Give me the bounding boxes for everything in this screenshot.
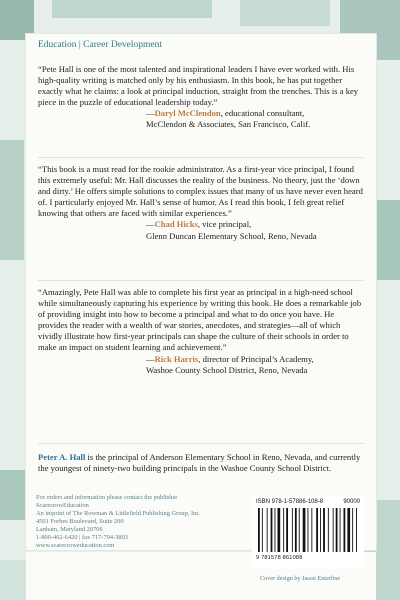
testimonial-org: McClendon & Associates, San Francisco, Calif.	[146, 119, 311, 130]
author-bio-body: is the principal of Anderson Elementary School in Reno, Nevada, and currently the youngest of ninety-two building principals in the Washoe County School District.	[38, 452, 361, 474]
testimonial-org: Glenn Duncan Elementary School, Reno, Nevada	[146, 230, 317, 241]
testimonial-org: Washoe County School District, Reno, Nevada	[146, 364, 308, 375]
publisher-info	[36, 494, 256, 550]
testimonial-role: , educational consultant,	[220, 108, 305, 119]
attribution-dash: —	[146, 219, 155, 230]
testimonial-3	[38, 287, 364, 376]
author-bio	[38, 452, 364, 474]
author-name: Peter A. Hall	[38, 452, 86, 462]
decorative-tile	[240, 0, 330, 26]
publisher-line: For orders and information please contact the publisher	[36, 494, 178, 501]
category-header: Education | Career Development	[38, 40, 163, 50]
decorative-tile	[52, 0, 212, 18]
decorative-tile	[0, 140, 24, 260]
isbn-label: ISBN 978-1-57886-108-8	[256, 499, 324, 505]
publisher-line: ScarecrowEducation	[36, 502, 89, 509]
publisher-line: An imprint of The Rowman & Littlefield Publishing Group, Inc.	[36, 510, 201, 517]
testimonial-role: , vice principal,	[197, 219, 252, 230]
back-cover-panel	[26, 34, 376, 550]
testimonial-role: , director of Principal’s Academy,	[198, 353, 314, 364]
price-code: 90000	[343, 499, 360, 505]
testimonial-attribution	[38, 219, 364, 230]
testimonial-text: “Pete Hall is one of the most talented and inspirational leaders I have ever worked with. His high-quality writing is matched only by his enthusiasm. In this book, he has put together exactly what he claims: a look at principal induction, straight from the trenches. This is a key piece in the puzzle of educational leadership today.”	[38, 64, 359, 108]
barcode-image	[256, 508, 360, 552]
testimonial-attribution	[38, 354, 364, 365]
testimonial-author: Rick Harris	[154, 353, 199, 364]
testimonial-2	[38, 164, 364, 242]
publisher-line: 4501 Forbes Boulevard, Suite 200	[36, 518, 124, 525]
divider	[38, 443, 364, 444]
testimonial-text: “This book is a must read for the rookie administrator. As a first-year vice principal, I found this extremely useful: Mr. Hall discusses the reality of the business. No theory, just the ‘down and dirty.’ He offers simple solutions to complex issues that many of us have never even heard of. I particularly enjoyed Mr. Hall’s sense of humor. As I read this book, I felt great relief knowing that others are faced with similar experiences.”	[38, 164, 363, 219]
testimonial-text: “Amazingly, Pete Hall was able to complete his first year as principal in a high-need school while simultaneously capturing his experience by writing this book. He does a remarkable job of providing insight into how to become a principal and what to do once you have. He provides the reader with a wealth of war stories, anecdotes, and strategies—all of which vividly illustrate how first-year principals can shape the culture of their schools in order to make an impact on student learning and achievement.”	[38, 287, 362, 353]
barcode-block	[252, 497, 364, 569]
testimonial-author: Chad Hicks	[154, 219, 198, 230]
publisher-line: Lanham, Maryland 20706	[36, 526, 103, 533]
author-bio-text	[38, 452, 364, 474]
divider	[38, 157, 364, 158]
publisher-website: www.scarecroweducation.com	[36, 542, 115, 549]
cover-design-credit: Cover design by Jason Enterline	[260, 575, 341, 582]
publisher-line: 1-800-462-6420 | fax 717-794-3803	[36, 534, 128, 541]
testimonial-attribution	[38, 108, 364, 119]
testimonial-author: Daryl McClendon	[154, 108, 221, 119]
attribution-dash: —	[146, 353, 155, 364]
testimonial-1	[38, 64, 364, 131]
attribution-dash: —	[146, 108, 155, 119]
decorative-tile	[376, 200, 400, 280]
divider	[38, 280, 364, 281]
barcode-number: 9 781578 861088	[256, 555, 303, 561]
